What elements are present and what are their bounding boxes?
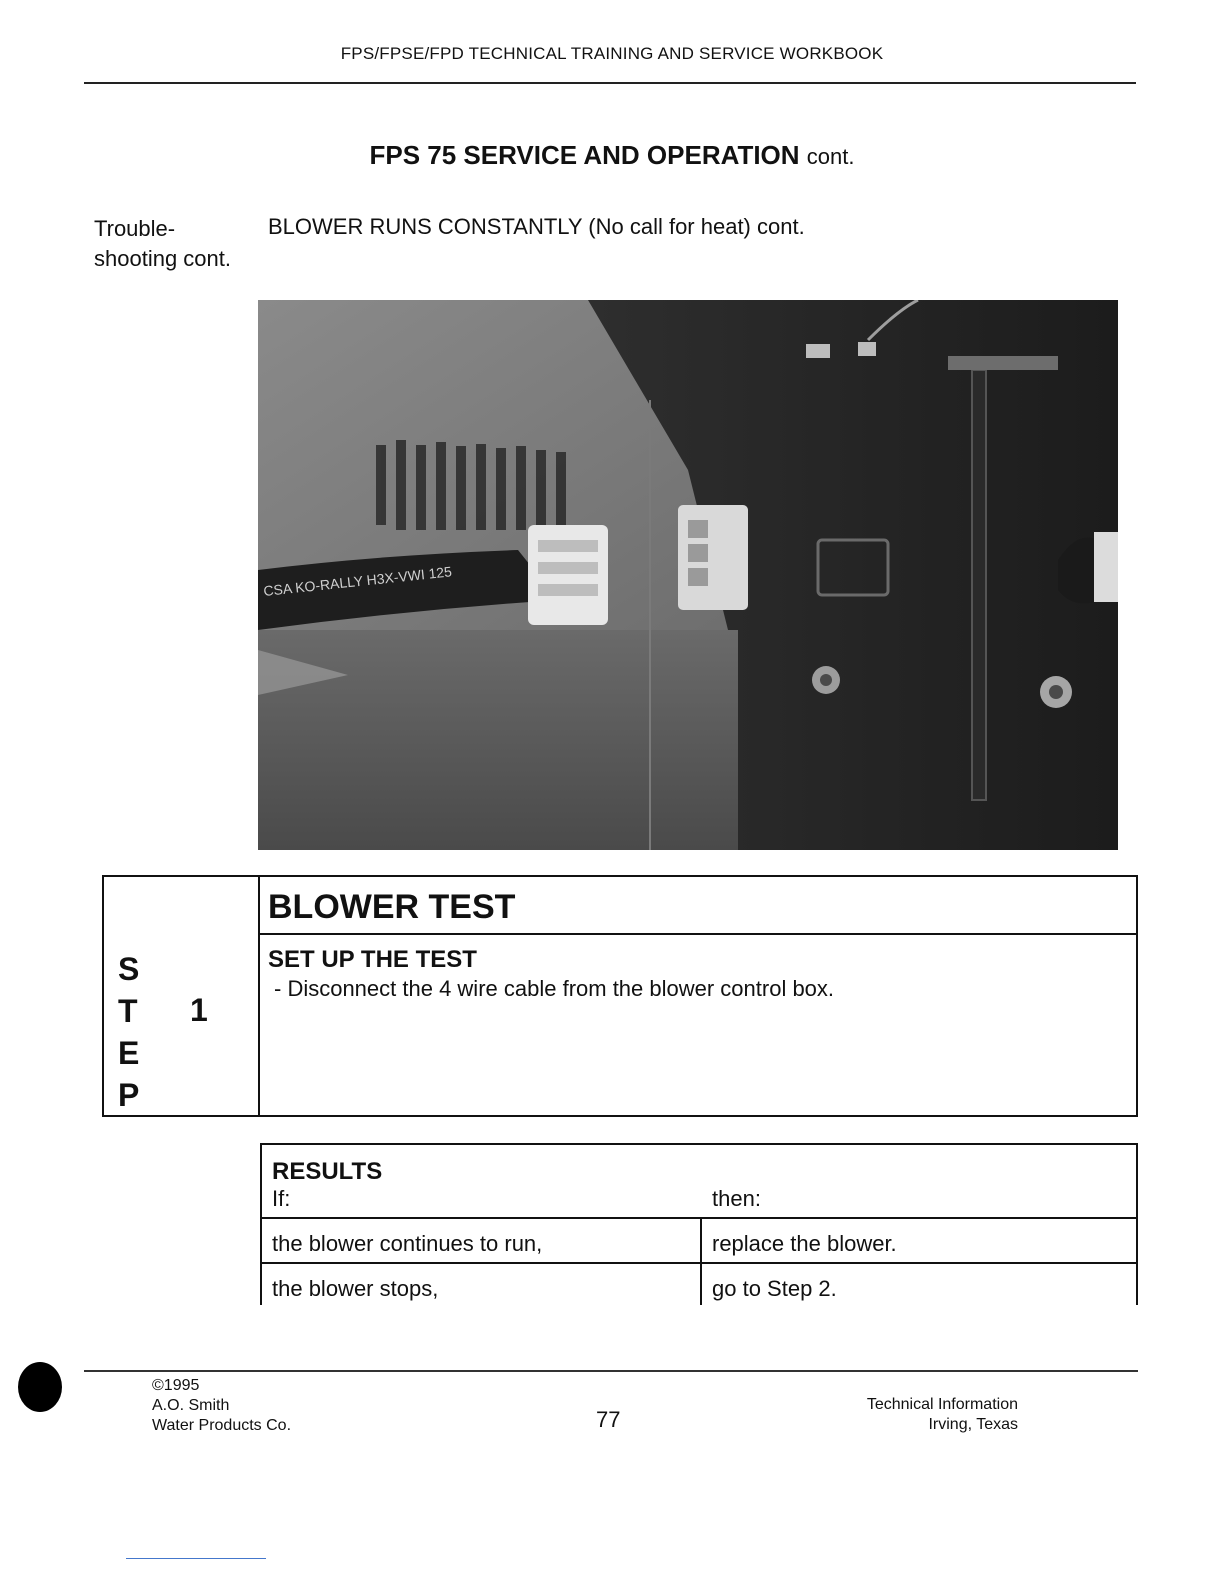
- section-subtitle: BLOWER RUNS CONSTANTLY (No call for heat) cont.: [268, 214, 805, 239]
- footer-company-line1: A.O. Smith: [152, 1397, 230, 1414]
- page-title-suffix: cont.: [806, 144, 855, 169]
- page-title: [0, 140, 1224, 171]
- side-label-line1: Trouble-: [94, 216, 176, 241]
- setup-instruction: - Disconnect the 4 wire cable from the blower control box.: [274, 976, 835, 1001]
- results-column-divider: [700, 1217, 702, 1305]
- page-title-main: FPS 75 SERVICE AND OPERATION: [369, 140, 800, 170]
- blower-control-photo: [258, 300, 1118, 850]
- step-letters: [118, 948, 139, 1116]
- side-label: [94, 214, 231, 274]
- results-if-header: If:: [272, 1186, 291, 1211]
- header-rule: [84, 82, 1136, 84]
- footer-location: [820, 1395, 1018, 1435]
- result-action: go to Step 2.: [712, 1276, 837, 1301]
- result-action: replace the blower.: [712, 1231, 897, 1256]
- step-letter: S: [118, 951, 140, 987]
- footer-company: [152, 1376, 291, 1436]
- results-then-header: then:: [712, 1186, 761, 1211]
- footer-company-line2: Water Products Co.: [152, 1417, 292, 1434]
- step-number: 1: [190, 992, 208, 1028]
- bottom-underline: [126, 1558, 266, 1559]
- results-rule: [260, 1217, 1138, 1219]
- step-title-rule: [258, 933, 1138, 935]
- page-number: 77: [596, 1407, 621, 1432]
- setup-title: SET UP THE TEST: [268, 946, 477, 973]
- step-divider: [258, 875, 260, 1117]
- footer-copyright: ©1995: [152, 1377, 200, 1394]
- footer-right-line2: Irving, Texas: [928, 1416, 1018, 1433]
- side-label-line2: shooting cont.: [94, 246, 231, 271]
- cable-label: CSA KO-RALLY H3X-VWI 125: [262, 563, 453, 599]
- photo-graphic: [258, 300, 1118, 850]
- footer-right-line1: Technical Information: [866, 1396, 1018, 1413]
- results-title: RESULTS: [272, 1158, 383, 1185]
- result-condition: the blower continues to run,: [272, 1231, 543, 1256]
- results-rule: [260, 1262, 1138, 1264]
- binder-hole-mark: [18, 1362, 62, 1412]
- footer-rule: [84, 1370, 1138, 1372]
- result-condition: the blower stops,: [272, 1276, 439, 1301]
- step-title: BLOWER TEST: [268, 888, 516, 926]
- running-header: FPS/FPSE/FPD TECHNICAL TRAINING AND SERVICE WORKBOOK: [340, 44, 884, 63]
- step-letter: E: [118, 1035, 140, 1071]
- step-letter: P: [118, 1077, 140, 1113]
- step-letter: T: [118, 993, 138, 1029]
